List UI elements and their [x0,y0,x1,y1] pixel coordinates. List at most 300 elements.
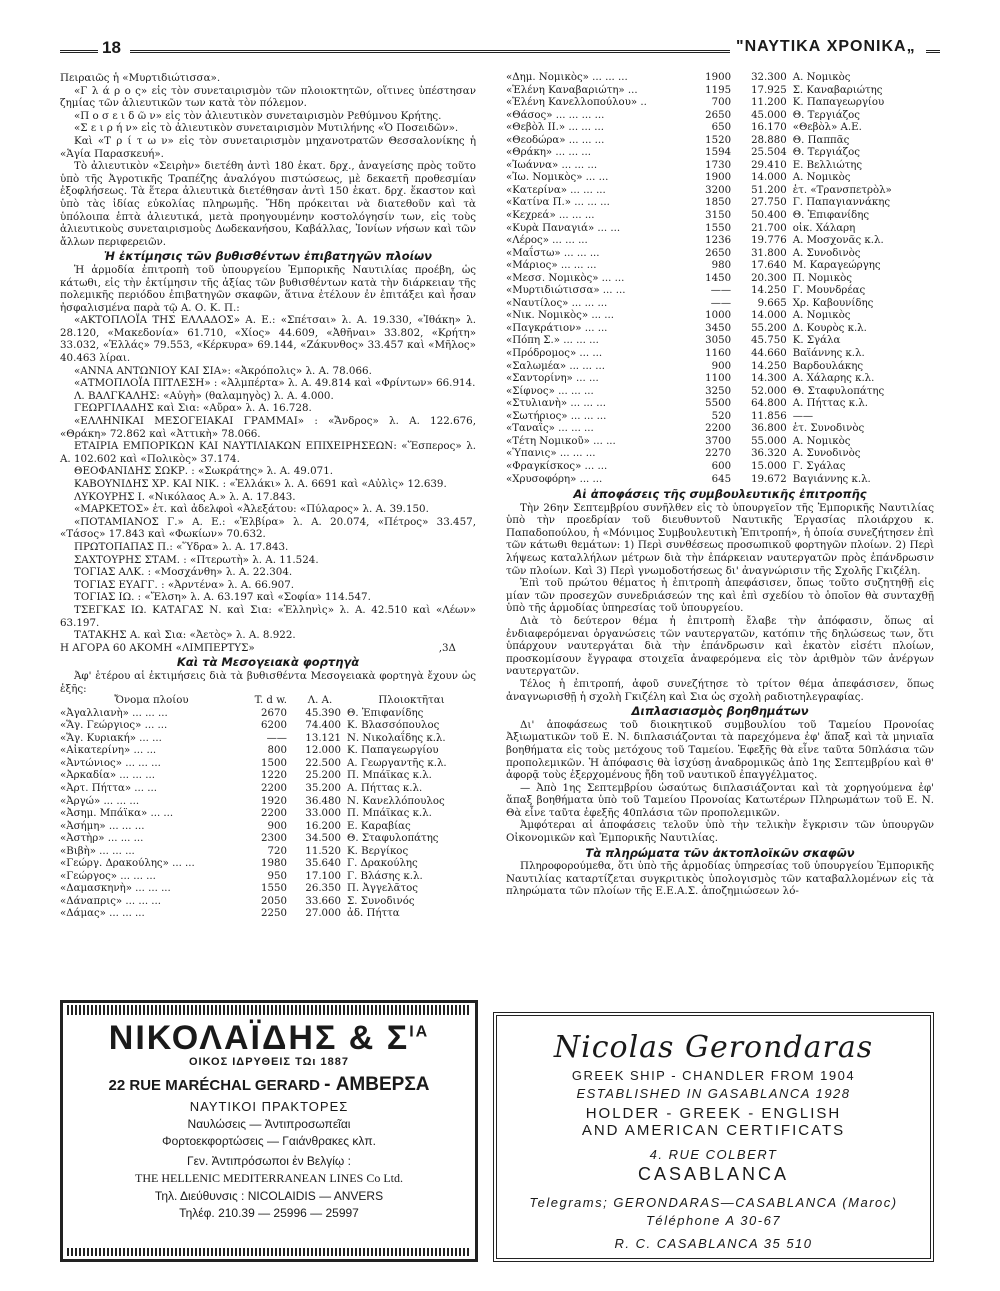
ship-name-cell: «Ἀρτ. Πήττα» ... ... [60,782,157,794]
ship-name-cell: «Δημ. Νομικὸς» ... ... ... [506,72,628,83]
column-header: Λ. Α. [307,695,333,707]
owner-cell: ἑτ. Συνοδινὸς [792,423,865,435]
tonnage-cell: 1450 [705,272,732,284]
tonnage-cell: 1000 [705,310,732,322]
ship-name-cell: «Ἀγαλλιανὴ» ... ... ... [60,707,168,719]
owner-cell: Ε. Καραβίας [347,820,411,832]
tonnage-cell: 2200 [705,423,732,435]
ship-name-cell: «Στυλιανὴ» ... ... ... [506,398,606,410]
ship-name-cell: «Δάναπρις» ... ... ... [60,895,162,907]
owner-cell: Α. Νομικὸς [792,310,851,322]
value-cell: 25.504 [751,147,787,159]
table-row [506,235,934,248]
table-row [60,883,476,896]
paragraph: «Σ ε ι ρ ή ν» εἰς τὸ ἀλιευτικὸν συνεταιρισμὸν Μυτιλήνης «Ὁ Ποσειδῶν». [74,122,459,135]
agora-line [60,642,476,655]
owner-cell: οἰκ. Χάλαρη [792,222,856,234]
ship-name-cell: «Δάμας» ... ... ... [60,908,145,920]
ship-name-cell: «Ἰωάννα» ... ... ... [506,159,598,171]
tonnage-cell: 2050 [261,895,287,907]
value-cell: 16.200 [305,820,342,832]
value-cell: 35.200 [305,782,342,794]
value-cell: 14.250 [751,285,787,297]
ship-name-cell: «Θεβὸλ ΙΙ.» ... ... ... [506,122,604,134]
value-cell: 11.200 [751,97,787,109]
value-cell: 11.856 [751,410,787,422]
ship-name-cell: «Κατερίνα» ... ... ... [506,184,606,196]
header-rule [60,50,98,53]
value-cell: 16.170 [751,122,787,134]
header-rule [926,50,940,53]
owner-cell: Γ. Παπαγιαννάκης [792,197,891,209]
table-row [60,720,476,733]
ad-company-name-sup: ΙΑ [409,1023,430,1041]
column-header: T. d w. [254,695,287,707]
table-row [506,411,934,424]
value-cell: 22.500 [305,757,342,769]
table-row [506,423,934,436]
owner-cell: Δ. Κουρὸς κ.λ. [792,322,867,334]
table-row [506,223,934,236]
paragraph: Ἀφ' ἑτέρου αἱ ἐκτιμήσεις διὰ τὰ βυθισθέντα Μεσογειακὰ φορτηγὰ ἔχουν ὡς ἑξῆς: [60,669,476,695]
ship-name-cell: «Ὑπανις» ... ... ... [506,448,596,460]
paragraph: «ΑΚΤΟΠΛΟΪΑ ΤΗΣ ΕΛΛΑΔΟΣ» Α. Ε.: «Σπέτσαι» λ. Α. 19.330, «Ἰθάκη» λ. 28.120, «Μακεδονία» 61.710, «Χίος» 44.609, «Ἀθῆναι» 33.802, «Κρήτη» 33.032, «Ἑλλάς» 79.553, «Κέρκυρα» 69.144, «Ζάκυνθος» 33.457 καὶ «Μῆλος» 40.463 λίραι. [60,314,476,365]
paragraph: ΤΟΓΙΑΣ ΑΛΚ. : «Μοσχάνθη» λ. Α. 22.304. [74,566,293,579]
ship-name-cell: «Ἀσήμη» ... ... ... [60,820,145,832]
tonnage-cell: —— [710,285,732,297]
tonnage-cell: 3050 [705,335,732,347]
paragraph: ΘΕΟΦΑΝΙΔΗΣ ΣΩΚΡ. : «Σωκράτης» λ. Α. 49.071. [74,465,334,478]
table-row [506,122,934,135]
owner-cell: Βαρδουλάκης [792,360,864,372]
value-cell: 19.776 [751,235,787,247]
value-cell: 45.390 [305,707,342,719]
value-cell: 13.121 [305,732,342,744]
value-cell: 55.000 [751,435,787,447]
owner-cell: Γ. Σγάλας [792,460,846,472]
paragraph: ΚΑΒΟΥΝΙΔΗΣ ΧΡ. ΚΑΙ ΝΙΚ. : «Ἑλλάκι» λ. Α. 6691 καὶ «Αὐλὶς» 12.639. [74,478,447,490]
paragraph: Τὴν 26ην Σεπτεμβρίου συνῆλθεν εἰς τὸ ὑπουργεῖον τῆς Ἐμπορικῆς Ναυτιλίας ὑπὸ τὴν προεδρίαν τοῦ διευθυντοῦ Ναυτικῆς Ἐργασίας πλοιάρχου κ. Παπαδοπούλου, ἡ «Μόνιμος Συμβουλευτικὴ Ἐπιτροπή», ἡ ὁποία συνεζήτησεν ἐπὶ τῶν κάτωθι θεμάτων: 1) Περὶ συνθέσεως προσωπικοῦ φορτηγῶν πλοίων. 2) Περὶ λήψεως καταλλήλων μέτρων διὰ τὴν ἐπάρκειαν ναυτεργατῶν πρὸς ἐπάνδρωσιν τῶν πλοίων. Καὶ 3) Περὶ γνωμοδοτήσεως δι' ἀναγνώρισιν τῆς Σχολῆς Γκιζέλη. [506,501,934,577]
ship-name-cell: «Γεώργ. Δρακούλης» ... ... [60,858,195,870]
tonnage-cell: 3150 [705,210,732,222]
table-header-row [60,695,476,708]
owner-cell: —— [792,410,814,422]
table-row [506,436,934,449]
value-cell: 27.750 [751,197,787,209]
table-row [506,260,934,273]
value-cell: 33.660 [305,895,342,907]
table-row [506,160,934,173]
owner-cell: Θ. Παππᾶς [792,134,850,146]
tonnage-cell: 2270 [705,448,732,460]
ship-name-cell: «Παγκράτιον» ... ... [506,322,608,334]
ad-line: Téléphone A 30-67 [645,1213,782,1228]
owner-cell: Κ. Βλασσόπουλος [347,720,440,732]
value-cell: 14.000 [751,310,787,322]
tonnage-cell: 600 [711,460,732,472]
section-heading: Αἱ ἀποφάσεις τῆς συμβουλευτικῆς ἐπιτροπῆς [573,487,867,502]
tonnage-cell: 2200 [261,782,287,794]
value-cell: 20.300 [751,272,787,284]
paragraph: «Γ λ ά ρ ο ς» εἰς τὸν συνεταιρισμὸν τῶν πλοιοκτητῶν, οἵτινες ὑπέστησαν ζημίας τῶν ἀλιευτικῶν των κατὰ τὸν πόλεμον. [60,84,476,110]
ship-name-cell: «Αἰκατερίνη» ... ... [60,745,157,757]
tonnage-cell: 2650 [705,109,732,121]
ad-line: Ναυλώσεις — Ἀντιπροσωπεῖαι [187,1117,351,1131]
owner-cell: Γ. Βλάσης κ.λ. [347,870,423,882]
owner-cell: Θ. Τεργιάζος [792,109,860,121]
right-column [506,72,934,898]
tonnage-cell: 2650 [705,247,732,259]
table-row [506,386,934,399]
ship-name-cell: «Θάσος» ... ... ... ... [506,109,605,121]
tonnage-cell: 5500 [705,398,732,410]
tonnage-cell: 3450 [705,322,732,334]
ship-name-cell: «Ἀργώ» ... ... ... [60,795,140,807]
ship-name-cell: «Μαΐστω» ... ... ... [506,247,600,259]
page-number: 18 [102,38,121,57]
owner-cell: Π. Μπάϊκας κ.λ. [347,770,432,782]
table-row [506,85,934,98]
ad-line: ESTABLISHED IN GASABLANCA 1928 [576,1086,851,1101]
tonnage-cell: 2250 [261,908,287,920]
ad-company-name: Nicolas Gerondaras [553,1030,874,1065]
table-row [506,310,934,323]
table-row [60,896,476,909]
ship-name-cell: «Ἅγ. Γεώργιος» ... ... [60,720,168,732]
table-row [60,758,476,771]
value-cell: 51.200 [751,184,787,196]
owner-cell: Βαϊάννης κ.λ. [792,348,865,360]
ship-name-cell: «Κεχρεά» ... ... ... [506,210,595,222]
value-cell: 50.400 [751,210,787,222]
owner-cell: Α. Πήττας κ.λ. [347,782,423,794]
tonnage-cell: 645 [711,473,732,485]
ship-name-cell: «Κατίνα Π.» ... ... ... [506,197,610,209]
paragraph: Διὰ τὸ δεύτερον θέμα ἡ ἐπιτροπὴ ἔλαβε τὴν ἀπόφασιν, ὅπως αἱ ἐνδιαφερόμεναι ὀργανώσεις τῶν ναυτεργατῶν, κατόπιν τῆς δηλώσεως των, ὅτι ὑπάρχουν ναυτεργάται διὰ τὴν ἐπάνδρωσιν καὶ ἑκατὸν εἰσέτι πλοίων, προσκομίσουν ἔγγραφα στοιχεῖα ἀναφερόμενα εἰς τὸν ἀριθμὸν τῶν ἀνέργων ναυτεργατῶν. [506,614,934,678]
paragraph: «ΕΛΛΗΝΙΚΑΙ ΜΕΣΟΓΕΙΑΚΑΙ ΓΡΑΜΜΑΙ» : «Ἄνδρος» λ. Α. 122.676, «Θράκη» 72.862 καὶ «Ἀττικὴ» 78.066. [60,415,476,440]
tonnage-cell: 1550 [261,883,287,895]
table-row [506,474,934,487]
paragraph: ΤΑΤΑΚΗΣ Α. καὶ Σια: «Ἀετὸς» λ. Α. 8.922. [74,629,296,642]
table-row [506,172,934,185]
value-cell: 14.300 [751,373,787,385]
table-row [506,361,934,374]
section-heading: Καὶ τὰ Μεσογειακὰ φορτηγὰ [176,655,360,670]
table-row [506,135,934,148]
ship-name-cell: «Πόπη Σ.» ... ... ... [506,335,599,347]
owner-cell: Α. Γεωργαντῆς κ.λ. [347,757,447,769]
value-cell: 14.000 [751,172,787,184]
owner-cell: Θ. Τεργιάζος [792,147,860,159]
owner-cell: Θ. Ἐπιφανίδης [792,210,870,222]
table-row [506,147,934,160]
value-cell: 29.410 [751,159,787,171]
ad-line: ΝΑΥΤΙΚΟΙ ΠΡΑΚΤΟΡΕΣ [189,1099,349,1114]
value-cell: 35.640 [305,858,342,870]
ship-name-cell: «Κυρὰ Παναγιά» ... ... [506,222,621,234]
paragraph: ΣΑΧΤΟΥΡΗΣ ΣΤΑΜ. : «Πτερωτὴ» λ. Α. 11.524. [74,553,319,566]
ship-name-cell: «Λέρος» ... ... ... [506,235,588,247]
tonnage-cell: 1100 [705,373,732,385]
paragraph: «ΜΑΡΚΕΤΟΣ» ἐτ. καὶ ἀδελφοὶ «Ἀλεξάτου: «Πύλαρος» λ. Α. 39.150. [74,503,429,516]
ad-established: ΟΙΚΟΣ ΙΔΡΥΘΕΙΣ ΤΩι 1887 [188,1056,349,1068]
owner-cell: Κ. Σγάλα [792,335,841,347]
tonnage-cell: 900 [267,820,287,832]
header-rule [130,50,730,53]
gerondaras-advertisement [493,1012,934,1262]
table-row [60,871,476,884]
tonnage-cell: 1500 [261,757,287,769]
table-row [506,248,934,261]
value-cell: 9.665 [757,297,787,309]
table-row [506,210,934,223]
value-cell: 52.000 [751,385,787,397]
paragraph: Λ. ΒΑΛΓΚΑΛΗΣ: «Αὐγὴ» (θαλαμηγὸς) λ. Α. 4.000. [74,389,334,402]
ship-name-cell: «Πρόδρομος» ... ... [506,348,603,360]
tonnage-cell: 980 [711,260,732,272]
table-row [60,808,476,821]
table-row [60,796,476,809]
paragraph: ΤΣΕΓΚΑΣ ΙΩ. ΚΑΤΑΓΑΣ Ν. καὶ Σια: «Ἑλληνὶς» λ. Α. 42.510 καὶ «Λέων» 63.197. [60,603,476,629]
owner-cell: Θ. Σταφυλοπάτης [792,385,885,397]
table-row [506,348,934,361]
section-heading: Τὰ πληρώματα τῶν ἀκτοπλοϊκῶν σκαφῶν [585,845,855,860]
tonnage-cell: 2670 [261,707,287,719]
owner-cell: Α. Συνοδινὸς [792,247,861,259]
ship-name-cell: «Θεοδώρα» ... ... ... [506,134,605,146]
agora-mark: ,3Δ [438,641,456,654]
table-row [60,846,476,859]
ship-name-cell: «Ἑλένη Κανελλοπούλου» .. [506,97,647,109]
tonnage-cell: 1160 [705,348,732,360]
tonnage-cell: —— [710,297,732,309]
tonnage-cell: 3250 [705,385,732,397]
ship-name-cell: «Σαντορίνη» ... ... [506,373,599,385]
table-row [506,197,934,210]
table-row [506,110,934,123]
tonnage-cell: 720 [267,845,287,857]
paragraph: ΛΥΚΟΥΡΗΣ Ι. «Νικόλαος Α.» λ. Α. 17.843. [74,490,296,503]
tonnage-cell: 1220 [261,770,287,782]
owner-cell: Π. Νομικὸς [792,272,852,284]
ship-name-cell: «Δαμασκηνὴ» ... ... ... [60,883,171,895]
paragraph: ΠΡΩΤΟΠΑΠΑΣ Π.: «Ὕδρα» λ. Α. 17.843. [74,540,289,553]
owner-cell: Α. Μοσχονᾶς κ.λ. [792,235,884,247]
owner-cell: ἑτ. «Τρανσπετρὸλ» [792,184,892,196]
tonnage-cell: 1520 [705,134,732,146]
tonnage-cell: 3700 [705,435,732,447]
owner-cell: Κ. Βεργίκος [347,845,409,857]
value-cell: 12.000 [305,745,342,757]
tonnage-cell: 700 [711,97,732,109]
owner-cell: Α. Νομικὸς [792,72,851,83]
value-cell: 64.800 [751,398,787,410]
ship-name-cell: «Ἀρκαδία» ... ... ... [60,770,155,782]
table-row [506,72,934,85]
tonnage-cell: 2200 [261,808,287,820]
tonnage-cell: 800 [267,745,287,757]
value-cell: 34.500 [305,833,342,845]
tonnage-cell: 1900 [705,172,732,184]
paragraph: «ΑΝΝΑ ΑΝΤΩΝΙΟΥ ΚΑΙ ΣΙΑ»: «Ἀκρόπολις» λ. Α. 78.066. [74,364,372,377]
value-cell: 17.640 [751,260,787,272]
table-row [506,285,934,298]
owner-cell: Α. Νομικὸς [792,172,851,184]
table-row [506,273,934,286]
ship-name-cell: «Ἀσημ. Μπάϊκα» ... ... [60,808,174,820]
ship-name-cell: «Σίφνος» ... ... ... [506,385,594,397]
tonnage-cell: 1594 [705,147,732,159]
tonnage-cell: 1920 [261,795,287,807]
paragraph: ΓΕΩΡΓΙΛΑΔΗΣ καὶ Σια: «Αὔρα» λ. Α. 16.728. [74,402,312,415]
tonnage-cell: 1236 [705,235,732,247]
value-cell: 31.800 [751,247,787,259]
section-heading: Διπλασιασμὸς βοηθημάτων [631,704,809,719]
ad-address [63,1074,475,1096]
paragraph: ΤΟΓΙΑΣ ΕΥΑΓΓ. : «Ἀρντένα» λ. Α. 66.907. [74,578,295,591]
ad-line: 4. RUE COLBERT [649,1147,778,1162]
owner-cell: Μ. Καραγεώργης [792,260,881,272]
ad-line: HOLDER - GREEK - ENGLISH [585,1105,842,1122]
ship-name-cell: «Ἀστὴρ» ... ... ... [60,833,144,845]
ship-name-cell: «Βιβὴ» ... ... ... [60,845,135,857]
ad-line: AND AMERICAN CERTIFICATS [581,1122,846,1139]
ship-valuation-table-continued [506,72,934,486]
paragraph: Πειραιῶς ἡ «Μυρτιδιώτισσα». [60,72,221,84]
owner-cell: Ε. Βελλιώτης [792,159,863,171]
decorative-border [67,1005,471,1015]
paragraph: Ἡ ἁρμοδία ἐπιτροπὴ τοῦ ὑπουργείου Ἐμπορικῆς Ναυτιλίας προέβη, ὡς κάτωθι, εἰς τὴν ἐκτίμησιν τῆς ἀξίας τῶν βυθισθέντων κατὰ τὴν διάρκειαν τῆς πολεμικῆς περιόδου ἐπιβατηγῶν σκαφῶν, ἅτινα ἐτέλουν ἐν ἐπιτάξει καὶ ἦσαν ἠσφαλισμένα παρὰ τῷ Α. Ο. Κ. Π.: [60,263,476,314]
value-cell: 14.250 [751,360,787,372]
tonnage-cell: 1550 [705,222,732,234]
table-row [506,323,934,336]
value-cell: 45.750 [751,335,787,347]
value-cell: 19.672 [751,473,787,485]
owner-cell: Π. Ἀγγελᾶτος [347,883,418,895]
tonnage-cell: 520 [711,410,732,422]
paragraph: Τὸ ἀλιευτικὸν «Σειρὴν» διετέθη ἀντὶ 180 ἑκατ. δρχ., ἀναγείσης πρὸς τοῦτο ὑπὸ τῆς Ἀγροτικῆς Τραπέζης ἀναλόγου πιστώσεως, μὲ δεκαετῆ προθεσμίαν ἐξοφλήσεως. Τὰ ἕτερα ἀλιευτικὰ διετέθησαν ἀντὶ 150 ἑκατ. δρχ. ἕκαστον καὶ ὑπὸ τὰς ἰδίας εὐκολίας πληρωμῆς. Ἤδη πρόκειται νὰ διατεθοῦν καὶ τὰ ὑπόλοιπα ἑπτὰ ἀλιευτικά, μετὰ προηγουμένην κοστολόγησίν των, εἰς τοὺς ἀλιευτικοὺς συνεταιρισμοὺς Δωδεκανήσου, Καβάλλας, Ἰονίων νήσων καὶ τῶν ἄλλων περιφερειῶν. [60,160,476,248]
tonnage-cell: 950 [267,870,287,882]
value-cell: 36.800 [751,423,787,435]
owner-cell: Ν. Νικολαΐδης κ.λ. [347,732,446,744]
paragraph: «ΑΤΜΟΠΛΟΪΑ ΠΙΤΛΕΣΗ» : «Ἀλμπέρτα» λ. Α. 49.814 καὶ «Φρίντων» 66.914. [74,377,476,390]
ship-name-cell: «Ναυτίλος» ... ... ... [506,297,608,309]
table-row [60,770,476,783]
owner-cell: Βαγιάννης κ.λ. [792,473,871,485]
ad-address-fr: 22 RUE MARÉCHAL GERARD [108,1077,320,1094]
ad-line: Φορτοεκφορτώσεις — Γαιάνθρακες κλπ. [162,1134,376,1148]
ship-name-cell: «Θράκη» ... ... ... [506,147,592,159]
publication-title: "ΝΑΥΤΙΚΑ ΧΡΟΝΙΚΑ„ [736,38,916,55]
ship-name-cell: «Γεώργος» ... ... ... [60,870,156,882]
value-cell: 26.350 [305,883,342,895]
tonnage-cell: 1980 [261,858,287,870]
ad-company-name-text: ΝΙΚΟΛΑΪΔΗΣ & Σ [108,1019,410,1057]
ship-name-cell: «Μεσσ. Νομικὸς» ... ... [506,272,625,284]
tonnage-cell: 2300 [261,833,287,845]
ship-name-cell: «Μυρτιδιώτισσα» ... ... [506,285,626,297]
ship-name-cell: «Ἅγ. Κυριακή» ... ... [60,732,162,744]
ad-line: THE HELLENIC MEDITERRANEAN LINES Co Ltd. [135,1171,403,1185]
table-row [506,97,934,110]
owner-cell: Γ. Μουνδρέας [792,285,866,297]
ship-name-cell: «Νικ. Νομικὸς» ... ... [506,310,614,322]
decorative-border [67,1248,471,1256]
section-heading: Ἡ ἐκτίμησις τῶν βυθισθέντων ἐπιβατηγῶν πλοίων [104,249,432,264]
value-cell: 33.000 [305,808,342,820]
value-cell: 36.320 [751,448,787,460]
ad-address-city: - ΑΜΒΕΡΣΑ [324,1074,430,1095]
value-cell: 32.300 [751,72,787,83]
column-header: Ὄνομα πλοίου [114,695,189,707]
ad-line: R. C. CASABLANCA 35 510 [614,1236,813,1251]
paragraph: ΤΟΓΙΑΣ ΙΩ. : «Ἔλση» λ. Α. 63.197 καὶ «Σοφία» 114.547. [74,591,371,604]
paragraph: Καὶ «Τ ρ ί τ ω ν» εἰς τὸν συνεταιρισμὸν μηχανοτρατῶν Θεσσαλονίκης ἡ «Ἁγία Παρασκευή». [60,134,476,160]
column-header: Πλοιοκτῆται [378,695,445,707]
tonnage-cell: 1900 [705,72,732,83]
ship-name-cell: «Σαλωμέα» ... ... ... [506,360,605,372]
owner-cell: Κ. Παπαγεωργίου [792,97,885,109]
table-row [60,858,476,871]
page-header [60,40,940,62]
paragraph: Δι' ἀποφάσεως τοῦ διοικητικοῦ συμβουλίου τοῦ Ταμείου Προνοίας Ἀξιωματικῶν τοῦ Ε. Ν. διπλασιάζονται τὰ παρεχόμενα ἐφ' ἅπαξ καὶ τὰ μηνιαῖα βοηθήματα εἰς τοὺς μετόχους τοῦ Ταμείου. Ἐφεξῆς θὰ εἶνε ταῦτα 50πλάσια τῶν προπολεμικῶν. Ἡ ἀπόφασις θὰ ἰσχύσῃ ἀναδρομικῶς ἀπὸ 1ης Σεπτεμβρίου καὶ θ' ἀφορᾷ τοὺς ἐξερχομένους ἤδη τοῦ ναυτικοῦ ἐπαγγέλματος. [506,718,934,782]
value-cell: 21.700 [751,222,787,234]
value-cell: 74.400 [305,720,342,732]
table-row [506,298,934,311]
value-cell: 36.480 [305,795,342,807]
paragraph: «ΠΟΤΑΜΙΑΝΟΣ Γ.» Α. Ε.: «Ἐλβίρα» λ. Α. 20.074, «Πέτρος» 33.457, «Τάσος» 17.843 καὶ «Φωκίων» 70.632. [60,515,476,541]
paragraph: — Ἀπὸ 1ης Σεπτεμβρίου ὡσαύτως διπλασιάζονται καὶ τὰ χορηγούμενα ἐφ' ἅπαξ βοηθήματα ὑπὸ τοῦ Ταμείου Προνοίας Κατωτέρων Πληρωμάτων τοῦ Ε. Ν. Θὰ εἶνε ταῦτα ἐφεξῆς 40πλάσια τῶν προπολεμικῶν. [506,781,934,819]
table-row [60,745,476,758]
owner-cell: Α. Νομικὸς [792,435,851,447]
ad-line: GREEK SHIP - CHANDLER FROM 1904 [571,1068,856,1083]
owner-cell: Θ. Σταφυλοπάτης [347,833,439,845]
owner-cell: Σ. Συνοδινός [347,895,415,907]
ship-name-cell: «Τέτη Νομικοῦ» ... ... [506,435,616,447]
value-cell: 44.660 [751,348,787,360]
agora-text: Η ΑΓΟΡΑ 60 ΑΚΟΜΗ «ΛΙΜΠΕΡΤΥΣ» [60,641,255,654]
ad-line: Τηλ. Διεύθυνσις : NICOLAIDIS — ANVERS [154,1189,384,1203]
table-row [506,373,934,386]
table-row [506,461,934,474]
value-cell: 11.520 [305,845,342,857]
paragraph: Ἐπὶ τοῦ πρώτου θέματος ἡ ἐπιτροπὴ ἀπεφάσισεν, ὅπως τοῦτο συζητηθῇ εἰς μίαν τῶν προσεχῶν συνεδριάσεών της καὶ ἐπὶ σχεδίου τὸ ὁποῖον θὰ συνταχθῇ ὑπὸ τῆς ἁρμοδίας ὑπηρεσίας τοῦ ὑπουργείου. [506,577,934,615]
tonnage-cell: 900 [711,360,732,372]
paragraph: Πληροφορούμεθα, ὅτι ὑπὸ τῆς ἁρμοδίας ὑπηρεσίας τοῦ ὑπουργείου Ἐμπορικῆς Ναυτιλίας καταρτίζεται συγκριτικὸς ὑπολογισμὸς τῶν καταβαλλομένων εἰς τὰ πληρώματα τῶν πλοίων τῆς Ε.Ε.Α.Σ. ἀποζημιώσεων λό- [506,860,934,898]
paragraph: «Π ο σ ε ι δ ῶ ν» εἰς τὸν ἀλιευτικὸν συνεταιρισμὸν Ρεθύμνου Κρήτης. [74,109,442,122]
tonnage-cell: 650 [711,122,732,134]
ship-name-cell: «Ἀντώνιος» ... ... ... [60,757,161,769]
ship-name-cell: «Μάριος» ... ... ... [506,260,597,272]
paragraph: Ἀμφότεραι αἱ ἀποφάσεις τελοῦν ὑπὸ τὴν τελικὴν ἔγκρισιν τῶν ὑπουργῶν Οἰκονομικῶν καὶ Ἐμπορικῆς Ναυτιλίας. [506,819,934,845]
table-row [60,733,476,746]
owner-cell: Χρ. Καβουνίδης [792,297,874,309]
owner-cell: Α. Συνοδινὸς [792,448,861,460]
value-cell: 27.000 [305,908,342,920]
table-row [60,708,476,721]
ad-line: Γεν. Ἀντιπρόσωποι ἐν Βελγίῳ : [187,1154,351,1168]
tonnage-cell: 6200 [261,720,287,732]
table-row [60,833,476,846]
ad-city: CASABLANCA [637,1164,790,1184]
value-cell: 45.000 [751,109,787,121]
ship-name-cell: «Χρυσοφόρη» ... ... [506,473,603,485]
owner-cell: Ν. Κανελλόπουλος [347,795,445,807]
table-row [60,783,476,796]
owner-cell: Π. Μπάϊκας κ.λ. [347,808,432,820]
value-cell: 17.100 [305,870,342,882]
left-column [60,72,476,921]
